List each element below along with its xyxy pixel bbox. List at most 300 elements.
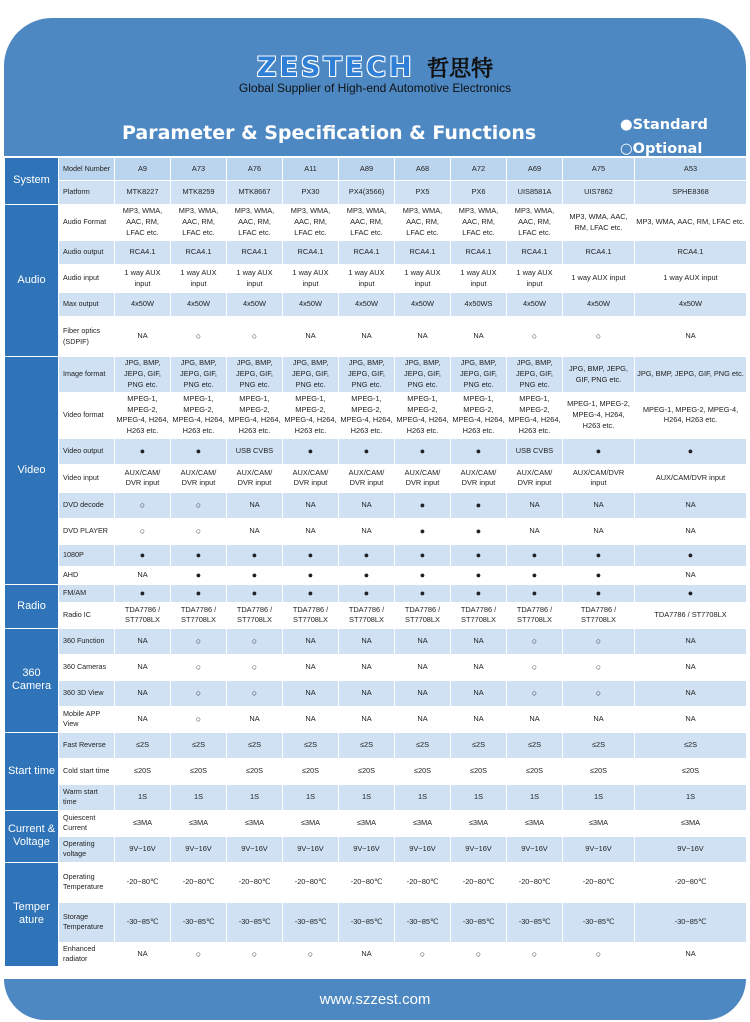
feature-label: Video output: [59, 438, 115, 464]
spec-cell: NA: [395, 628, 451, 654]
spec-cell: 1 way AUX input: [451, 265, 507, 293]
spec-cell: NA: [451, 628, 507, 654]
spec-cell: JPG, BMP, JEPG, GIF, PNG etc.: [283, 357, 339, 393]
spec-cell: NA: [283, 628, 339, 654]
spec-cell: AUX/CAM/ DVR input: [395, 464, 451, 492]
spec-cell: AUX/CAM/ DVR input: [115, 464, 171, 492]
section-label: Start time: [5, 732, 59, 810]
spec-cell: 4x50W: [115, 293, 171, 317]
spec-cell: ●: [395, 438, 451, 464]
spec-cell: JPG, BMP, JEPG, GIF, PNG etc.: [115, 357, 171, 393]
spec-cell: ●: [563, 584, 635, 602]
spec-cell: 1S: [339, 784, 395, 810]
spec-cell: ○: [227, 317, 283, 357]
spec-cell: 9V~16V: [115, 836, 171, 862]
spec-cell: MP3, WMA, AAC, RM, LFAC etc.: [339, 205, 395, 241]
spec-cell: NA: [283, 680, 339, 706]
spec-cell: -30~85℃: [171, 902, 227, 942]
spec-cell: ●: [339, 584, 395, 602]
spec-cell: AUX/CAM/ DVR input: [171, 464, 227, 492]
feature-label: Radio IC: [59, 602, 115, 628]
spec-cell: NA: [339, 518, 395, 544]
brand-logo: ZESTECH: [256, 52, 415, 83]
spec-cell: ●: [635, 584, 747, 602]
section-label: 360 Camera: [5, 628, 59, 732]
spec-cell: ●: [395, 544, 451, 566]
spec-cell: 9V~16V: [395, 836, 451, 862]
spec-row: [5, 357, 747, 393]
spec-cell: SPHE8368: [635, 181, 747, 205]
spec-cell: ●: [339, 438, 395, 464]
spec-cell: ○: [171, 628, 227, 654]
spec-row: [5, 942, 747, 966]
spec-cell: 1 way AUX input: [171, 265, 227, 293]
spec-cell: ●: [395, 492, 451, 518]
spec-row: [5, 628, 747, 654]
spec-cell: ≤20S: [563, 758, 635, 784]
spec-cell: ●: [171, 584, 227, 602]
spec-cell: NA: [115, 680, 171, 706]
spec-cell: ≤2S: [451, 732, 507, 758]
spec-cell: TDA7786 / ST7708LX: [339, 602, 395, 628]
spec-cell: USB CVBS: [507, 438, 563, 464]
feature-label: 1080P: [59, 544, 115, 566]
spec-cell: A76: [227, 158, 283, 181]
spec-cell: 9V~16V: [227, 836, 283, 862]
spec-cell: ○: [227, 680, 283, 706]
spec-cell: 1 way AUX input: [339, 265, 395, 293]
spec-cell: ≤3MA: [339, 810, 395, 836]
spec-cell: ●: [563, 438, 635, 464]
spec-cell: 1S: [115, 784, 171, 810]
spec-cell: UIS7862: [563, 181, 635, 205]
page-title: Parameter & Specification & Functions: [122, 122, 537, 144]
spec-cell: NA: [227, 706, 283, 732]
spec-row: [5, 518, 747, 544]
spec-cell: NA: [635, 566, 747, 584]
spec-cell: -20~80℃: [339, 862, 395, 902]
spec-cell: JPG, BMP, JEPG, GIF, PNG etc.: [507, 357, 563, 393]
spec-cell: NA: [563, 706, 635, 732]
spec-cell: RCA4.1: [563, 241, 635, 265]
spec-cell: PX4(3566): [339, 181, 395, 205]
spec-cell: NA: [451, 706, 507, 732]
spec-cell: NA: [635, 654, 747, 680]
spec-cell: NA: [115, 942, 171, 966]
spec-cell: ○: [507, 942, 563, 966]
spec-cell: UIS8581A: [507, 181, 563, 205]
spec-cell: MPEG-1, MPEG-2, MPEG-4, H264, H263 etc.: [115, 393, 171, 439]
spec-cell: MP3, WMA, AAC, RM, LFAC etc.: [283, 205, 339, 241]
spec-cell: NA: [635, 628, 747, 654]
spec-cell: NA: [115, 654, 171, 680]
feature-label: Operating voltage: [59, 836, 115, 862]
spec-cell: ●: [451, 544, 507, 566]
spec-cell: ●: [339, 544, 395, 566]
spec-cell: ●: [395, 584, 451, 602]
spec-cell: ≤2S: [563, 732, 635, 758]
spec-cell: -30~85℃: [635, 902, 747, 942]
feature-label: FM/AM: [59, 584, 115, 602]
spec-cell: MP3, WMA, AAC, RM, LFAC etc.: [395, 205, 451, 241]
spec-cell: A9: [115, 158, 171, 181]
spec-row: [5, 680, 747, 706]
logo-row: [4, 52, 746, 83]
spec-cell: MPEG-1, MPEG-2, MPEG-4, H264, H263 etc.: [507, 393, 563, 439]
spec-cell: MPEG-1, MPEG-2, MPEG-4, H264, H263 etc.: [635, 393, 747, 439]
spec-row: [5, 492, 747, 518]
spec-cell: NA: [451, 317, 507, 357]
spec-cell: MPEG-1, MPEG-2, MPEG-4, H264, H263 etc.: [171, 393, 227, 439]
spec-cell: NA: [227, 492, 283, 518]
spec-cell: ●: [227, 584, 283, 602]
spec-cell: 1 way AUX input: [395, 265, 451, 293]
spec-cell: NA: [339, 942, 395, 966]
spec-cell: AUX/CAM/ DVR input: [339, 464, 395, 492]
spec-cell: 9V~16V: [635, 836, 747, 862]
spec-row: [5, 758, 747, 784]
feature-label: Fiber optics (SDPIF): [59, 317, 115, 357]
spec-cell: ○: [227, 942, 283, 966]
feature-label: Warm start time: [59, 784, 115, 810]
spec-cell: ≤20S: [395, 758, 451, 784]
spec-cell: 1 way AUX input: [283, 265, 339, 293]
spec-cell: ●: [507, 584, 563, 602]
feature-label: Fast Reverse: [59, 732, 115, 758]
legend-standard: ●Standard: [620, 117, 708, 133]
spec-cell: MP3, WMA, AAC, RM, LFAC etc.: [227, 205, 283, 241]
spec-cell: ○: [227, 654, 283, 680]
spec-cell: ○: [171, 942, 227, 966]
spec-cell: AUX/CAM/ DVR input: [507, 464, 563, 492]
spec-cell: ○: [563, 628, 635, 654]
spec-cell: RCA4.1: [227, 241, 283, 265]
legend-optional: ○Optional: [620, 141, 703, 157]
spec-cell: AUX/CAM/DVR input: [635, 464, 747, 492]
spec-cell: A68: [395, 158, 451, 181]
spec-row: [5, 158, 747, 181]
spec-row: [5, 584, 747, 602]
spec-cell: MTK8667: [227, 181, 283, 205]
spec-cell: 4x50W: [635, 293, 747, 317]
spec-cell: NA: [395, 706, 451, 732]
spec-cell: MP3, WMA, AAC, RM, LFAC etc.: [451, 205, 507, 241]
spec-cell: MP3, WMA, AAC, RM, LFAC etc.: [563, 205, 635, 241]
feature-label: Enhanced radiator: [59, 942, 115, 966]
spec-cell: RCA4.1: [283, 241, 339, 265]
spec-row: [5, 784, 747, 810]
spec-cell: MPEG-1, MPEG-2, MPEG-4, H264, H263 etc.: [339, 393, 395, 439]
spec-cell: ○: [283, 942, 339, 966]
spec-cell: 1S: [283, 784, 339, 810]
spec-row: [5, 181, 747, 205]
spec-cell: 4x50W: [339, 293, 395, 317]
section-label: System: [5, 158, 59, 205]
spec-cell: ●: [451, 566, 507, 584]
spec-cell: ●: [283, 584, 339, 602]
spec-cell: -20~80℃: [395, 862, 451, 902]
spec-cell: TDA7786 / ST7708LX: [563, 602, 635, 628]
spec-cell: ●: [451, 492, 507, 518]
spec-cell: NA: [507, 492, 563, 518]
spec-cell: ≤3MA: [451, 810, 507, 836]
spec-cell: -20~80℃: [635, 862, 747, 902]
spec-cell: ○: [115, 518, 171, 544]
spec-cell: RCA4.1: [171, 241, 227, 265]
spec-cell: ○: [507, 654, 563, 680]
spec-cell: ●: [283, 438, 339, 464]
spec-cell: NA: [283, 492, 339, 518]
spec-cell: -20~80℃: [227, 862, 283, 902]
spec-cell: ≤20S: [115, 758, 171, 784]
spec-cell: 4x50W: [283, 293, 339, 317]
spec-cell: AUX/CAM/DVR input: [563, 464, 635, 492]
feature-label: Video input: [59, 464, 115, 492]
spec-cell: ≤3MA: [635, 810, 747, 836]
spec-cell: NA: [395, 680, 451, 706]
spec-cell: ≤2S: [635, 732, 747, 758]
spec-cell: 1S: [171, 784, 227, 810]
spec-cell: ●: [395, 518, 451, 544]
spec-cell: -30~85℃: [339, 902, 395, 942]
spec-cell: A69: [507, 158, 563, 181]
spec-cell: ●: [451, 438, 507, 464]
spec-cell: NA: [563, 492, 635, 518]
spec-cell: ○: [171, 317, 227, 357]
spec-row: [5, 438, 747, 464]
feature-label: 360 3D View: [59, 680, 115, 706]
feature-label: Audio output: [59, 241, 115, 265]
spec-cell: NA: [339, 654, 395, 680]
spec-cell: NA: [283, 518, 339, 544]
spec-cell: 9V~16V: [563, 836, 635, 862]
footer-banner: [4, 979, 746, 1020]
spec-cell: ●: [227, 544, 283, 566]
spec-cell: ●: [115, 584, 171, 602]
spec-cell: NA: [635, 942, 747, 966]
feature-label: Max output: [59, 293, 115, 317]
spec-cell: TDA7786 / ST7708LX: [171, 602, 227, 628]
spec-cell: RCA4.1: [507, 241, 563, 265]
spec-cell: NA: [507, 518, 563, 544]
spec-cell: NA: [339, 492, 395, 518]
spec-cell: JPG, BMP, JEPG, GIF, PNG etc.: [451, 357, 507, 393]
spec-cell: ○: [395, 942, 451, 966]
spec-cell: -30~85℃: [451, 902, 507, 942]
spec-cell: ○: [507, 628, 563, 654]
spec-cell: ●: [563, 566, 635, 584]
spec-cell: TDA7786 / ST7708LX: [507, 602, 563, 628]
spec-cell: ≤20S: [339, 758, 395, 784]
feature-label: Platform: [59, 181, 115, 205]
feature-label: Audio input: [59, 265, 115, 293]
spec-cell: TDA7786 / ST7708LX: [227, 602, 283, 628]
spec-cell: ●: [283, 544, 339, 566]
spec-cell: ≤20S: [451, 758, 507, 784]
spec-cell: ≤3MA: [395, 810, 451, 836]
feature-label: DVD PLAYER: [59, 518, 115, 544]
spec-row: [5, 393, 747, 439]
spec-cell: NA: [451, 654, 507, 680]
spec-cell: TDA7786 / ST7708LX: [635, 602, 747, 628]
spec-cell: ●: [507, 544, 563, 566]
spec-cell: ○: [227, 628, 283, 654]
spec-cell: AUX/CAM/ DVR input: [283, 464, 339, 492]
spec-cell: ●: [563, 544, 635, 566]
spec-row: [5, 265, 747, 293]
spec-cell: ≤20S: [635, 758, 747, 784]
spec-cell: ○: [563, 317, 635, 357]
spec-cell: ○: [563, 942, 635, 966]
spec-cell: NA: [635, 680, 747, 706]
feature-label: Cold start time: [59, 758, 115, 784]
spec-cell: -30~85℃: [227, 902, 283, 942]
spec-cell: ○: [171, 706, 227, 732]
spec-cell: ●: [115, 438, 171, 464]
feature-label: DVD decode: [59, 492, 115, 518]
spec-cell: ●: [635, 438, 747, 464]
feature-label: Image format: [59, 357, 115, 393]
spec-cell: RCA4.1: [115, 241, 171, 265]
spec-row: [5, 544, 747, 566]
spec-cell: TDA7786 / ST7708LX: [283, 602, 339, 628]
spec-row: [5, 902, 747, 942]
spec-cell: PX30: [283, 181, 339, 205]
feature-label: Video format: [59, 393, 115, 439]
spec-cell: -30~85℃: [115, 902, 171, 942]
spec-cell: 9V~16V: [339, 836, 395, 862]
spec-cell: 4x50W: [395, 293, 451, 317]
spec-row: [5, 317, 747, 357]
header-banner: [4, 18, 746, 156]
spec-cell: A11: [283, 158, 339, 181]
spec-cell: NA: [451, 680, 507, 706]
spec-row: [5, 810, 747, 836]
spec-cell: TDA7786 / ST7708LX: [115, 602, 171, 628]
spec-cell: MPEG-1, MPEG-2, MPEG-4, H264, H263 etc.: [395, 393, 451, 439]
spec-cell: 1 way AUX input: [635, 265, 747, 293]
spec-cell: TDA7786 / ST7708LX: [395, 602, 451, 628]
spec-row: [5, 836, 747, 862]
spec-cell: ≤2S: [115, 732, 171, 758]
spec-cell: A89: [339, 158, 395, 181]
feature-label: Audio Format: [59, 205, 115, 241]
section-label: Radio: [5, 584, 59, 628]
spec-cell: MPEG-1, MPEG-2, MPEG-4, H264, H263 etc.: [283, 393, 339, 439]
spec-cell: TDA7786 / ST7708LX: [451, 602, 507, 628]
spec-row: [5, 293, 747, 317]
spec-cell: ≤2S: [395, 732, 451, 758]
spec-cell: ●: [171, 438, 227, 464]
spec-cell: ≤3MA: [283, 810, 339, 836]
spec-cell: ≤20S: [507, 758, 563, 784]
spec-cell: JPG, BMP, JEPG, GIF, PNG etc.: [563, 357, 635, 393]
spec-cell: NA: [283, 654, 339, 680]
spec-cell: NA: [635, 317, 747, 357]
spec-cell: ≤3MA: [115, 810, 171, 836]
spec-cell: 9V~16V: [507, 836, 563, 862]
spec-cell: ≤3MA: [563, 810, 635, 836]
spec-cell: ●: [451, 584, 507, 602]
spec-cell: -20~80℃: [451, 862, 507, 902]
spec-cell: 9V~16V: [451, 836, 507, 862]
spec-cell: A53: [635, 158, 747, 181]
spec-cell: ≤2S: [339, 732, 395, 758]
spec-cell: ●: [395, 566, 451, 584]
spec-cell: 1 way AUX input: [563, 265, 635, 293]
spec-cell: JPG, BMP, JEPG, GIF, PNG etc.: [635, 357, 747, 393]
feature-label: Model Number: [59, 158, 115, 181]
section-label: Video: [5, 357, 59, 585]
spec-cell: 1 way AUX input: [115, 265, 171, 293]
spec-cell: USB CVBS: [227, 438, 283, 464]
spec-cell: MPEG-1, MPEG-2, MPEG-4, H264, H263 etc.: [563, 393, 635, 439]
spec-cell: -20~80℃: [171, 862, 227, 902]
feature-label: Quiescent Current: [59, 810, 115, 836]
section-label: Current & Voltage: [5, 810, 59, 862]
spec-cell: ○: [171, 654, 227, 680]
spec-cell: -30~85℃: [507, 902, 563, 942]
spec-cell: NA: [339, 628, 395, 654]
section-label: Temper ature: [5, 862, 59, 966]
spec-cell: 1S: [227, 784, 283, 810]
spec-cell: ≤20S: [283, 758, 339, 784]
spec-cell: ●: [339, 566, 395, 584]
spec-cell: NA: [395, 654, 451, 680]
spec-cell: NA: [635, 492, 747, 518]
spec-cell: PX6: [451, 181, 507, 205]
tagline: Global Supplier of High-end Automotive Electronics: [238, 81, 512, 95]
spec-cell: 4x50W: [507, 293, 563, 317]
spec-cell: NA: [115, 706, 171, 732]
spec-cell: NA: [227, 518, 283, 544]
spec-row: [5, 602, 747, 628]
spec-cell: -20~80℃: [283, 862, 339, 902]
spec-cell: ≤2S: [171, 732, 227, 758]
spec-cell: 4x50WS: [451, 293, 507, 317]
spec-cell: NA: [339, 317, 395, 357]
spec-cell: ○: [451, 942, 507, 966]
spec-cell: ≤20S: [171, 758, 227, 784]
spec-cell: ≤3MA: [171, 810, 227, 836]
spec-cell: AUX/CAM/ DVR input: [451, 464, 507, 492]
spec-cell: 1 way AUX input: [507, 265, 563, 293]
brand-logo-chinese: 哲思特: [427, 57, 494, 82]
spec-row: [5, 732, 747, 758]
spec-row: [5, 706, 747, 732]
spec-cell: ≤3MA: [227, 810, 283, 836]
spec-row: [5, 566, 747, 584]
spec-cell: ≤3MA: [507, 810, 563, 836]
spec-cell: ●: [115, 544, 171, 566]
spec-cell: A75: [563, 158, 635, 181]
spec-cell: ≤2S: [507, 732, 563, 758]
spec-row: [5, 654, 747, 680]
spec-cell: JPG, BMP, JEPG, GIF, PNG etc.: [227, 357, 283, 393]
spec-cell: -30~85℃: [563, 902, 635, 942]
spec-cell: -30~85℃: [283, 902, 339, 942]
spec-cell: MP3, WMA, AAC, RM, LFAC etc.: [635, 205, 747, 241]
spec-cell: 4x50W: [171, 293, 227, 317]
legend: [620, 113, 708, 161]
spec-cell: MPEG-1, MPEG-2, MPEG-4, H264, H263 etc.: [451, 393, 507, 439]
spec-cell: -20~80℃: [115, 862, 171, 902]
spec-cell: NA: [563, 518, 635, 544]
spec-cell: RCA4.1: [451, 241, 507, 265]
spec-row: [5, 464, 747, 492]
spec-cell: MP3, WMA, AAC, RM, LFAC etc.: [507, 205, 563, 241]
spec-row: [5, 241, 747, 265]
